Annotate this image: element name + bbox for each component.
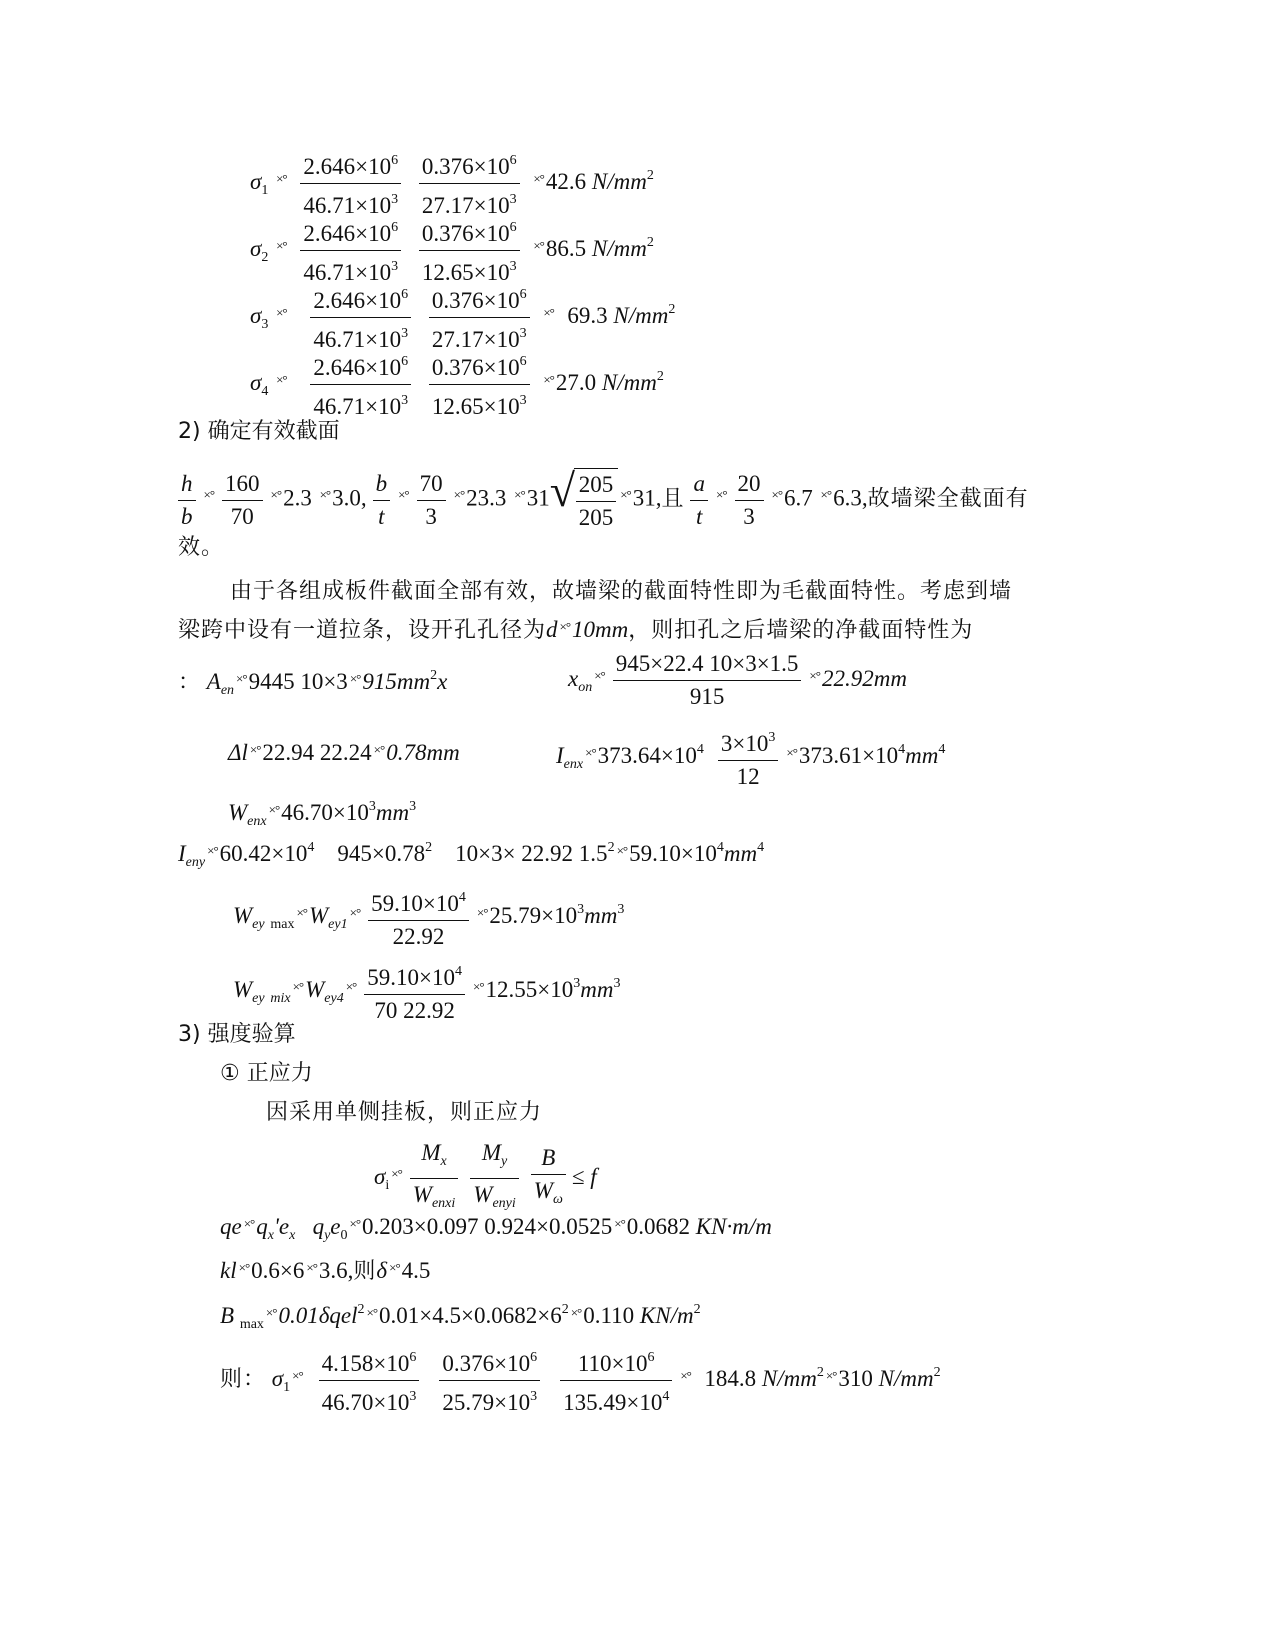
square-root: √ $\frac{205}{205}$ <box>550 468 619 532</box>
ienx-equation: $I_{enx}^{\times^\circ}373.64\times 10^4$ $\frac{3\times 10^3}{12}$ $^{\times^\circ}373.61\times 10^4mm^4$ <box>556 724 945 791</box>
ieny-equation: $I_{eny}^{\times^\circ}60.42\times 10^4$ $945\times 0.78^2$ 10×3× 22.92 $1.5^2$ $^{\times^\circ}59.10\times 10^4mm^4$ <box>178 840 765 870</box>
fraction: $\frac{0.376\times 10^6}{27.17\times 10^3}$ <box>429 281 530 354</box>
kl-equation: kl ×°0.6×6 ×°3.6,则δ ×°4.5 <box>220 1258 431 1284</box>
fraction: $\frac{2.646\times 10^6}{46.71\times 10^3}$ <box>310 281 411 354</box>
fraction: $\frac{2.646\times 10^6}{46.71\times 10^3}$ <box>300 214 401 287</box>
placeholder-glyph: ×° <box>276 170 287 186</box>
wey-mix-equation: $W_{ey}$ $_{mix}^{\times^\circ}W_{ey4}^{\times^\circ}$ $\frac{59.10\times 10^4}{70 22.92}$ $^{\times^\circ}12.55\times 10^3mm^3$ <box>233 958 620 1025</box>
qe-equation: qe $^{\times^\circ}q_x'e_x$ $q_ye_0^{\times^\circ}0.203\times 0.097$ 0.924×0.0525 ×°0.0682 KN·m/m <box>220 1214 772 1243</box>
equation-sigma-2: $\sigma_2$ ×° $\frac{2.646\times 10^6}{46.71\times 10^3}$ $\frac{0.376\times 10^6}{12.65\times 10^3}$ ×°86.5 $N/mm^2$ <box>250 214 654 287</box>
equation-sigma-3: $\sigma_3$ ×° $\frac{2.646\times 10^6}{46.71\times 10^3}$ $\frac{0.376\times 10^6}{27.17\times 10^3}$ ×° 69.3 $N/mm^2$ <box>250 281 675 354</box>
fraction: $\frac{2.646\times 10^6}{46.71\times 10^3}$ <box>300 147 401 220</box>
wey-max-equation: $W_{ey}$ $_{max}^{\times^\circ}W_{ey1}^{\times^\circ}$ $\frac{59.10\times 10^4}{22.92}$ $^{\times^\circ}25.79\times 10^3mm^3$ <box>233 884 624 951</box>
section-heading-2: 2) 确定有效截面 <box>178 419 340 444</box>
fraction: $\frac{2.646\times 10^6}{46.71\times 10^3}$ <box>310 348 411 421</box>
paragraph-line-2: 梁跨中设有一道拉条，设开孔孔径为d ×°10mm，则扣孔之后墙梁的净截面特性为 <box>178 617 974 643</box>
normal-stress-intro: 因采用单侧挂板，则正应力 <box>266 1100 543 1125</box>
width-thickness-check: $\frac{h}{b}$ ×° $\frac{160}{70}$ ×°2.3 ×°3.0, $\frac{b}{t}$ ×° $\frac{70}{3}$ ×°23.3 ×°31 √ $\frac{205}{205}$ ×°31,且 $\frac{a}{t}$ ×° $\frac{20}{3}$ ×°6.7 ×°6.3,故墙梁全截面有 <box>178 468 1029 532</box>
aen-equation: ： $A_{en}^{\times^\circ}9445$ 10×3 $^{\times^\circ}915mm^2x$ <box>178 668 448 698</box>
delta-l-equation: Δl ×°22.94 22.24 ×°0.78mm <box>228 740 460 765</box>
symbol: σ <box>250 168 262 194</box>
xon-equation: $x_{on}^{\times^\circ}$ $\frac{945\times 22.4 10\times 3\times 1.5}{915}$ ×°22.92mm <box>568 651 907 709</box>
equation-sigma-1: $\sigma_1$ ×° $\frac{2.646\times 10^6}{46.71\times 10^3}$ $\frac{0.376\times 10^6}{27.17\times 10^3}$ ×°42.6 $N/mm^2$ <box>250 147 654 220</box>
equation-sigma-4: $\sigma_4$ ×° $\frac{2.646\times 10^6}{46.71\times 10^3}$ $\frac{0.376\times 10^6}{12.65\times 10^3}$ ×°27.0 $N/mm^2$ <box>250 348 664 421</box>
paragraph-line-1: 由于各组成板件截面全部有效，故墙梁的截面特性即为毛截面特性。考虑到墙 <box>230 579 1013 604</box>
bmax-equation: B $_{max}$×°0.01δqel$^2$ $^{\times^\circ}0.01\times 4.5\times 0.0682\times 6^2$ ×°0.110 $KN/m^2$ <box>220 1302 701 1332</box>
fraction: $\frac{0.376\times 10^6}{12.65\times 10^3}$ <box>419 214 520 287</box>
fraction: $\frac{0.376\times 10^6}{27.17\times 10^3}$ <box>419 147 520 220</box>
final-stress-check: 则： $\sigma_1^{\times^\circ}$ $\frac{4.158\times 10^6}{46.70\times 10^3}$ $\frac{0.376\times 10^6}{25.79\times 10^3}$ $\frac{110\times 10^6}{135.49\times 10^4}$ ×° 184.8 $N/mm^2$ ×°310 $N/mm^2$ <box>220 1344 941 1417</box>
text-wrap: 效。 <box>178 535 225 560</box>
subsection-normal-stress: ① 正应力 <box>220 1061 313 1086</box>
wenx-equation: $W_{enx}^{\times^\circ}46.70\times 10^3mm^3$ <box>228 799 417 829</box>
normal-stress-formula: $\sigma_i^{\times^\circ}$ $\frac{M_x}{W_{enxi}}$ $\frac{M_y}{W_{enyi}}$ $\frac{B}{W_\omega}$ ≤ f <box>374 1140 597 1211</box>
section-heading-3: 3) 强度验算 <box>178 1022 296 1047</box>
fraction: $\frac{0.376\times 10^6}{12.65\times 10^3}$ <box>429 348 530 421</box>
result: 42.6 <box>545 168 587 194</box>
